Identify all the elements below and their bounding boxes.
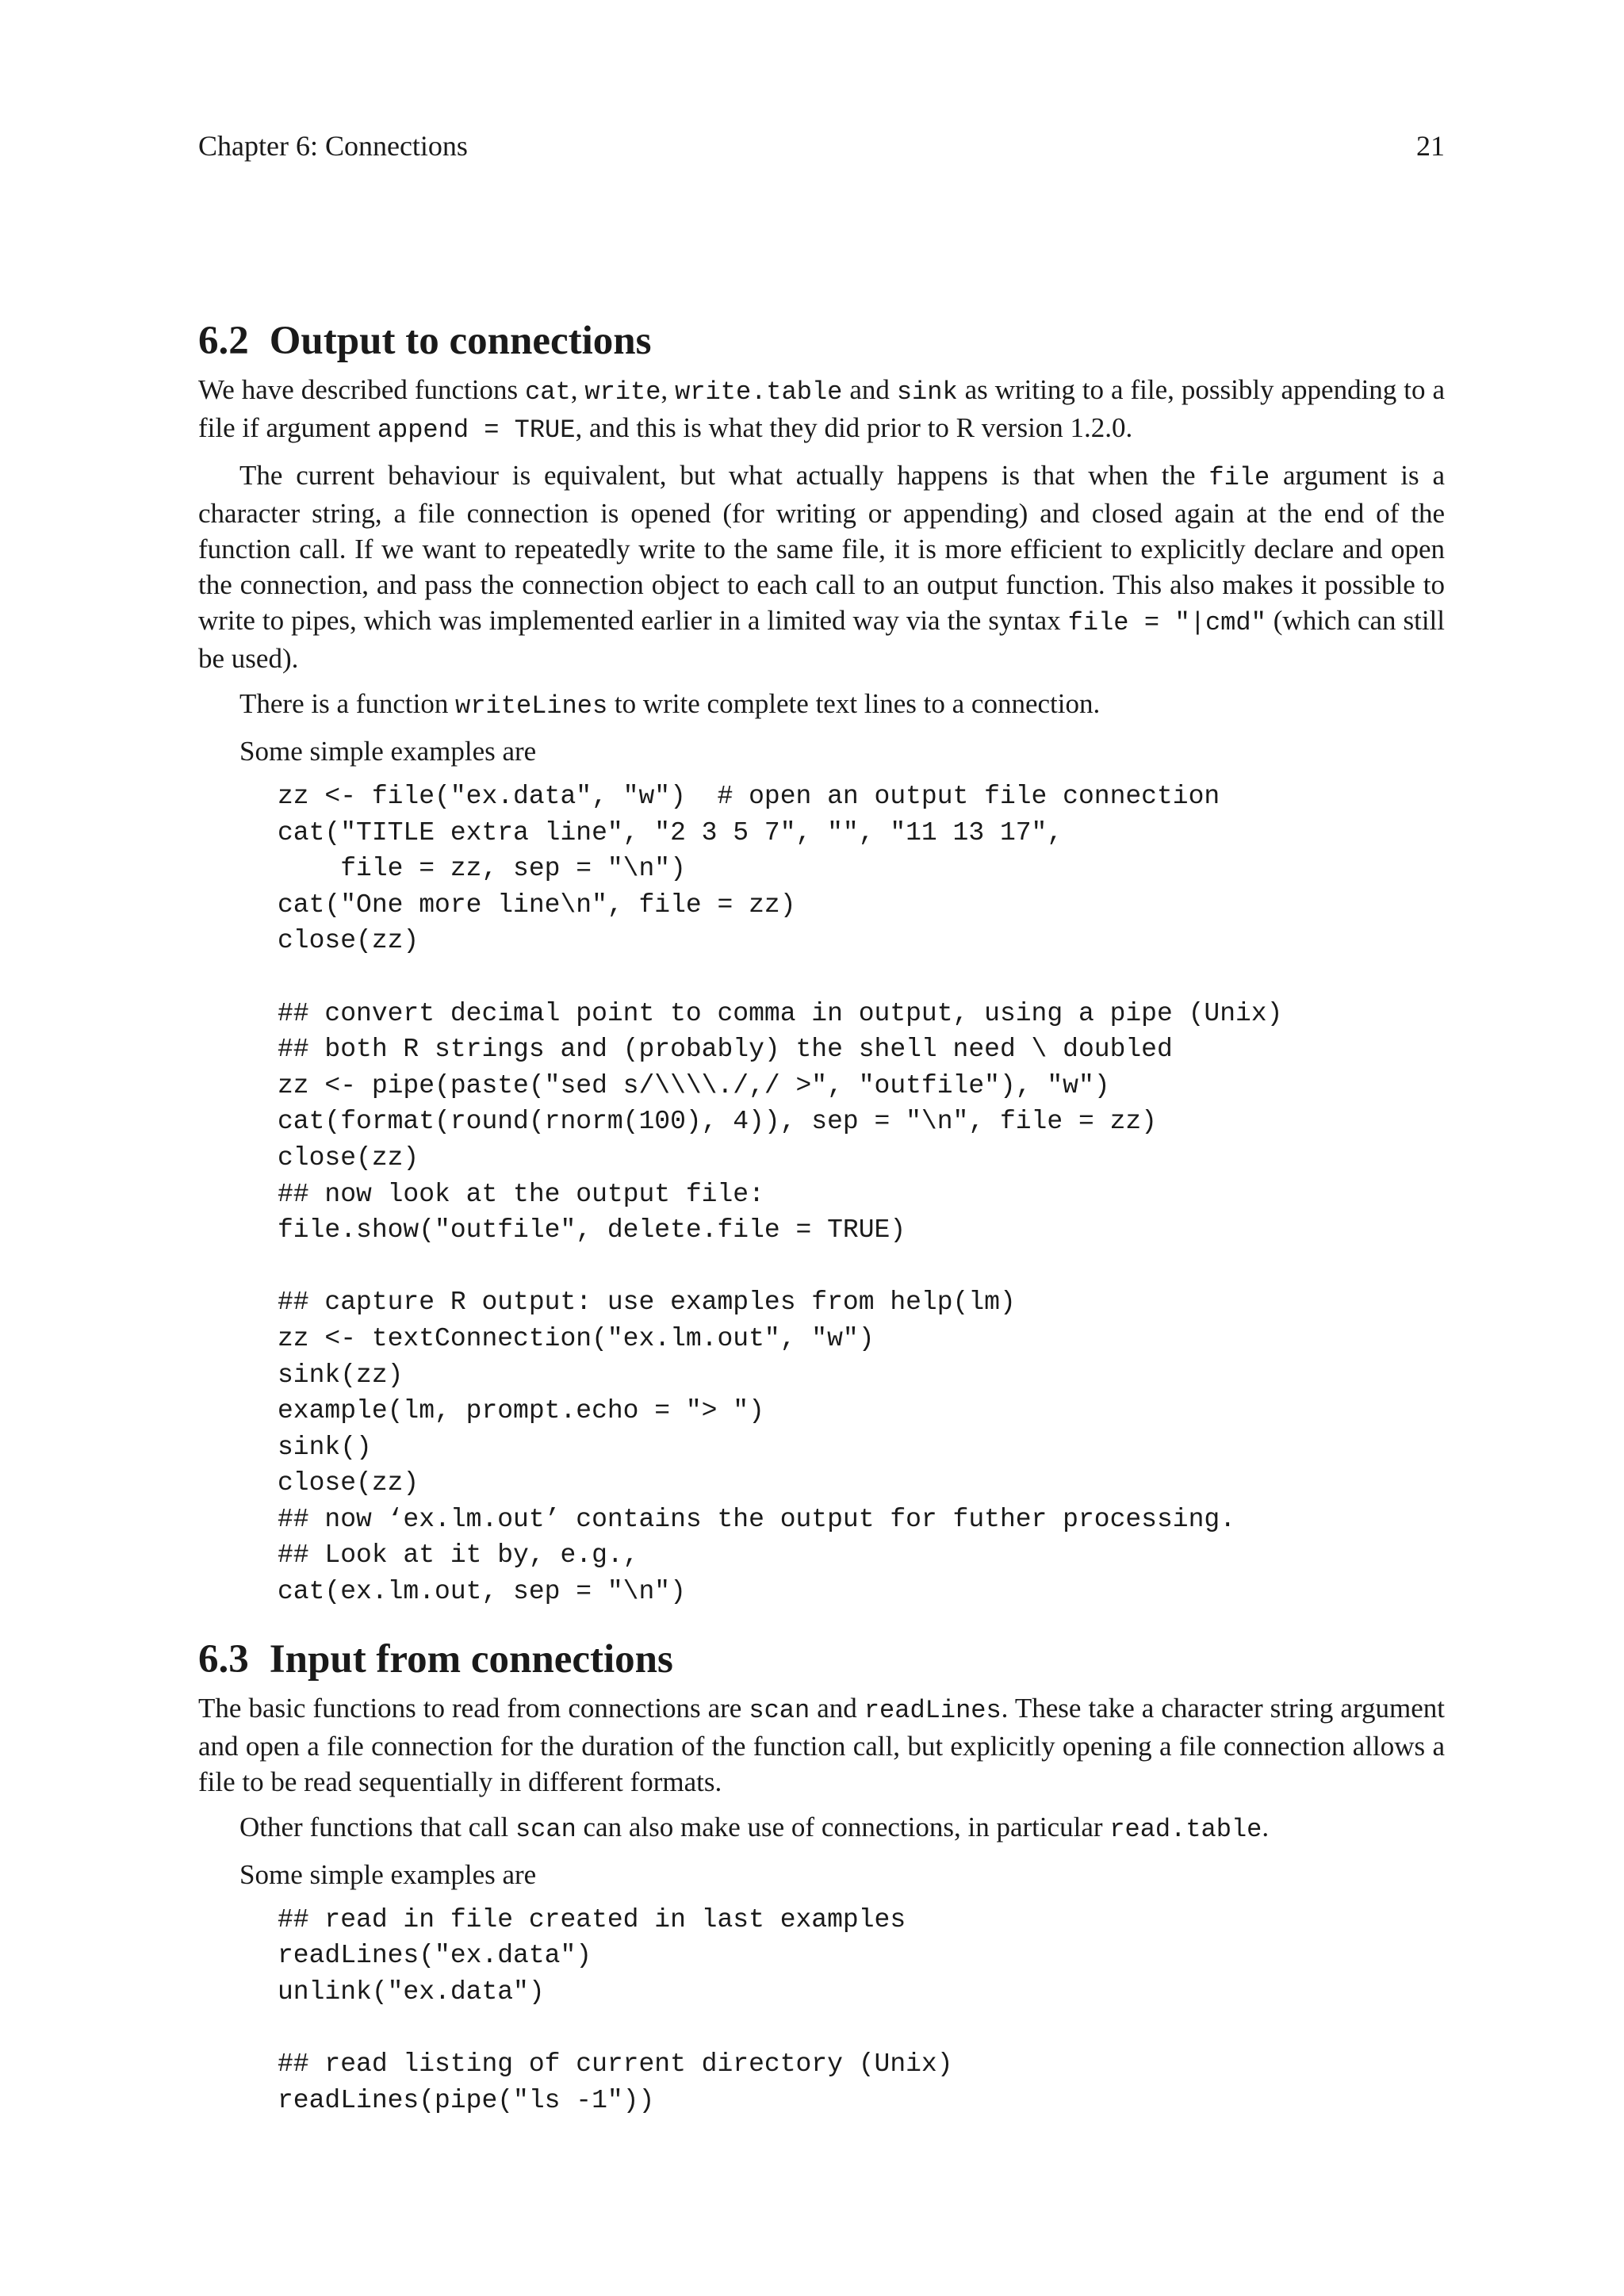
code-write: write (584, 377, 661, 407)
paragraph-other-functions (198, 1809, 1445, 1847)
text: There is a function (239, 688, 456, 719)
section-title: Output to connections (269, 319, 652, 363)
text: (which can still be used). (198, 605, 1445, 674)
text: argument is a character string, a file connection is opened (for writing or appending) and closed again at the end of the function call. If we want to repeatedly write to the same file, it is more efficient to explicitly declare and open the connection, and pass the connection object to each call to an output function. This also makes it possible to write to pipes, which was implemented earlier in a limited way via the syntax (198, 460, 1445, 636)
code-block-input-examples: ## read in file created in last examples readLines("ex.data") unlink("ex.data") ## read listing of current directory (Unix) readLines(pipe("ls -1")) (278, 1904, 953, 2115)
text: can also make use of connections, in particular (576, 1811, 1110, 1843)
code-file-cmd: file = "|cmd" (1067, 608, 1266, 637)
paragraph-basic-functions (198, 1690, 1445, 1800)
text: We have described functions (198, 374, 526, 405)
text: Other functions that call (239, 1811, 515, 1843)
code-append: append = TRUE (377, 415, 576, 445)
code-readlines: readLines (864, 1695, 1002, 1725)
code-scan: scan (515, 1814, 576, 1844)
text: , and this is what they did prior to R version 1.2.0. (575, 412, 1133, 443)
code-read-table: read.table (1109, 1814, 1262, 1844)
text: as writing to a file, possibly appending to a file if argument (198, 374, 1445, 443)
text: . These take a character string argument and open a file connection for the duration of the function call, but explicitly opening a file connection allows a file to be read sequentially in different formats. (198, 1692, 1445, 1797)
code-write-table: write.table (675, 377, 843, 407)
section-number: 6.2 (198, 319, 249, 363)
section-title: Input from connections (269, 1636, 673, 1682)
running-header (198, 127, 1445, 165)
text: . (1262, 1811, 1270, 1843)
code-cat: cat (525, 377, 571, 407)
paragraph-writelines (198, 686, 1445, 724)
code-sink: sink (896, 377, 958, 407)
text: The current behaviour is equivalent, but what actually happens is that when the (239, 460, 1209, 491)
code-block-output-examples: zz <- file("ex.data", "w") # open an output file connection cat("TITLE extra line", "2 3 5 7", "", "11 13 17", file = zz, sep = "\n") cat("One more line\n", file = zz) close(zz) ## convert decimal point to comma in output, using a pipe (Unix) ## both R strings and (probably) the shell need \ doubled zz <- pipe(paste("sed s/\\\\./,/ >", "outfile"), "w") cat(format(round(rnorm(100), 4)), sep = "\n", file = zz) close(zz) ## now look at the output file: file.show("outfile", delete.file = TRUE) ## capture R output: use examples from help(lm) zz <- textConnection("ex.lm.out", "w") sink(zz) example(lm, prompt.echo = "> ") sink() close(zz) ## now ‘ex.lm.out’ contains the output for futher processing. ## Look at it by, e.g., cat(ex.lm.out, sep = "\n") (278, 782, 1283, 1607)
page-number: 21 (1416, 130, 1445, 162)
code-file: file (1208, 463, 1270, 492)
text: and (810, 1692, 864, 1724)
section-number: 6.3 (198, 1636, 249, 1682)
document-page (198, 127, 1445, 2118)
text: The basic functions to read from connections are (198, 1692, 749, 1724)
text: to write complete text lines to a connection. (607, 688, 1101, 719)
paragraph-functions (198, 372, 1445, 448)
text: , (661, 374, 676, 405)
paragraph-examples-intro: Some simple examples are (239, 736, 537, 767)
chapter-title: Chapter 6: Connections (198, 130, 468, 162)
paragraph-examples-intro-2: Some simple examples are (239, 1858, 537, 1890)
code-writelines: writeLines (455, 691, 608, 721)
code-scan: scan (749, 1695, 810, 1725)
section-heading-6-3 (198, 1634, 1445, 1685)
text: , (570, 374, 585, 405)
paragraph-current-behaviour (198, 457, 1445, 676)
section-heading-6-2 (198, 316, 1445, 366)
text: and (842, 374, 897, 405)
